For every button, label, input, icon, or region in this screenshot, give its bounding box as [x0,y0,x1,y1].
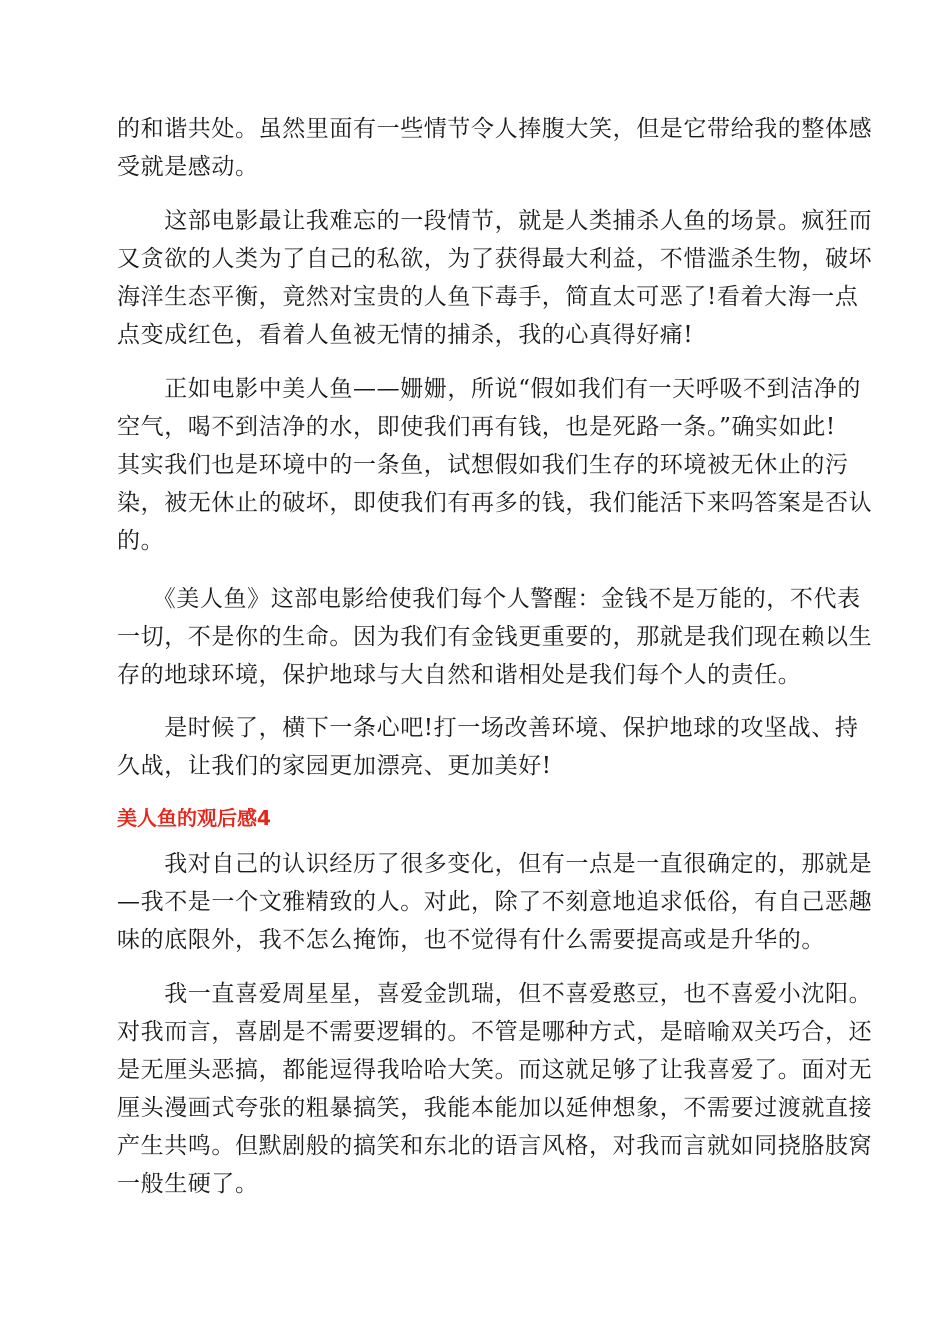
text-line: 其实我们也是环境中的一条鱼，试想假如我们生存的环境被无休止的污 [117,452,849,478]
text-line: 是时候了，横下一条心吧!打一场改善环境、保护地球的攻坚战、持 [117,715,859,741]
text-line: 对我而言，喜剧是不需要逻辑的。不管是哪种方式，是暗喻双关巧合，还 [117,1019,873,1045]
text-line: 点变成红色，看着人鱼被无情的捕杀，我的心真得好痛! [117,322,694,348]
text-line: 产生共鸣。但默剧般的搞笑和东北的语言风格，对我而言就如同挠胳肢窝 [117,1133,873,1159]
text-line: 味的底限外，我不怎么掩饰，也不觉得有什么需要提高或是升华的。 [117,927,825,953]
paragraph-warning [117,580,873,694]
paragraph-comedy-taste [117,975,873,1203]
text-line: 《美人鱼》这部电影给使我们每个人警醒：金钱不是万能的，不代表 [117,586,861,612]
text-line: 又贪欲的人类为了自己的私欲，为了获得最大利益，不惜滥杀生物，破坏 [117,246,873,272]
text-line: 染，被无休止的破坏，即使我们有再多的钱，我们能活下来吗答案是否认 [117,490,873,516]
text-line: 受就是感动。 [117,154,259,180]
paragraph-call-to-action [117,709,859,785]
text-line: 一般生硬了。 [117,1171,259,1197]
text-line: 存的地球环境，保护地球与大自然和谐相处是我们每个人的责任。 [117,662,802,688]
text-line: 海洋生态平衡，竟然对宝贵的人鱼下毒手，简直太可恶了!看着大海一点 [117,284,859,310]
paragraph-hunting-scene [117,202,873,354]
text-line: 这部电影最让我难忘的一段情节，就是人类捕杀人鱼的场景。疯狂而 [117,208,873,234]
text-line: 我一直喜爱周星星，喜爱金凯瑞，但不喜爱憨豆，也不喜爱小沈阳。 [117,981,873,1007]
text-line: 一切，不是你的生命。因为我们有金钱更重要的，那就是我们现在赖以生 [117,624,873,650]
text-line: 厘头漫画式夸张的粗暴搞笑，我能本能加以延伸想象，不需要过渡就直接 [117,1095,873,1121]
text-line: 的和谐共处。虽然里面有一些情节令人捧腹大笑，但是它带给我的整体感 [117,116,873,142]
text-line: 的。 [117,528,165,554]
text-line: 我对自己的认识经历了很多变化，但有一点是一直很确定的，那就是 [117,851,873,877]
text-line: 空气，喝不到洁净的水，即使我们再有钱，也是死路一条。”确实如此! [117,414,836,440]
section-heading: 美人鱼的观后感4 [117,806,271,830]
text-line: —我不是一个文雅精致的人。对此，除了不刻意地追求低俗，有自己恶趣 [117,889,873,915]
paragraph-intro-continuation [117,110,873,186]
text-line: 正如电影中美人鱼——姗姗，所说“假如我们有一天呼吸不到洁净的 [117,376,861,402]
text-line: 久战，让我们的家园更加漂亮、更加美好! [117,753,552,779]
text-line: 是无厘头恶搞，都能逗得我哈哈大笑。而这就足够了让我喜爱了。面对无 [117,1057,873,1083]
paragraph-quote [117,370,873,560]
paragraph-self-reflection [117,845,873,959]
